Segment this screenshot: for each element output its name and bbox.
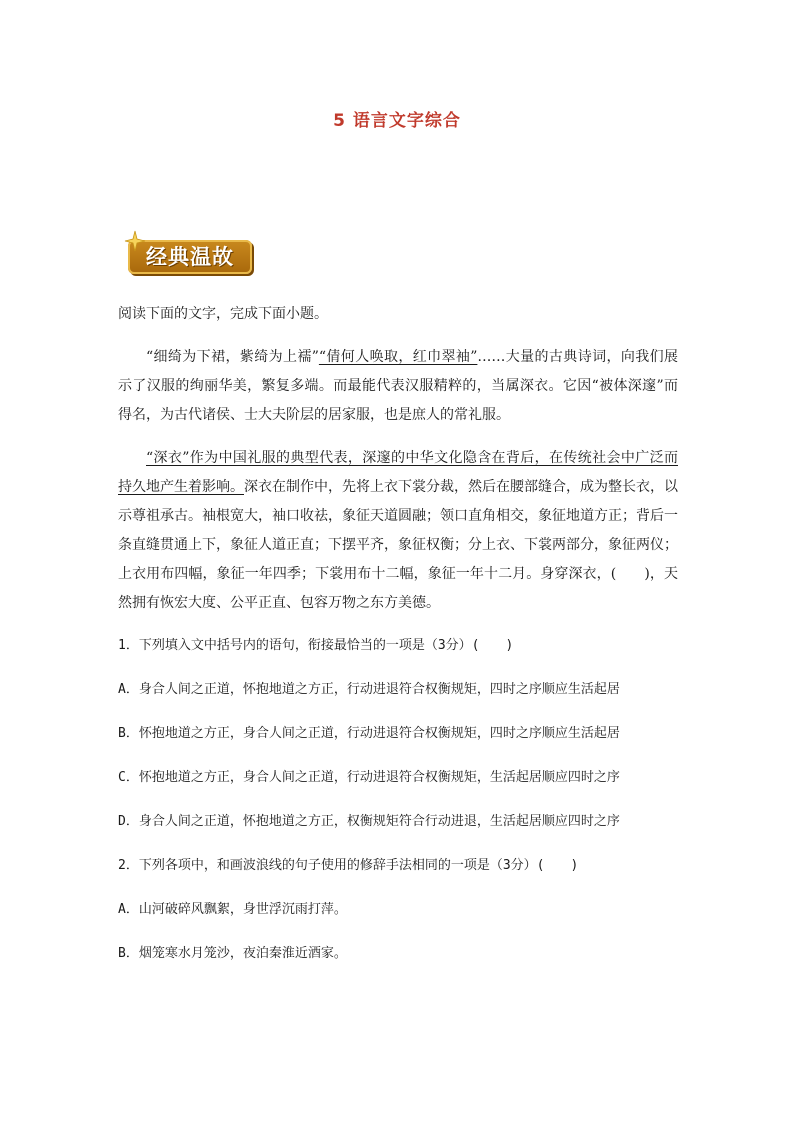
page-title: 5 语言文字综合 xyxy=(333,111,461,131)
section-badge xyxy=(124,232,252,274)
instruction: 阅读下面的文字，完成下面小题。 xyxy=(118,306,328,322)
questions xyxy=(118,634,678,966)
passage-paragraph-2 xyxy=(118,444,678,618)
underlined-sentence: “深衣”作为中国礼服的典型代表，深邃的中华文化隐含在背后，在传统社会中广泛而持久地产生着影响。 xyxy=(118,450,678,495)
document-body xyxy=(118,300,678,966)
question-1-stem: 1．下列填入文中括号内的语句，衔接最恰当的一项是（3分）( ) xyxy=(118,638,514,653)
poem-quote-2-underlined: “倩何人唤取，红巾翠袖” xyxy=(318,349,478,365)
question-1-option-c: C．怀抱地道之方正，身合人间之正道，行动进退符合权衡规矩，生活起居顺应四时之序 xyxy=(118,770,620,785)
poem-quote-1: “细绮为下裙，紫绮为上襦” xyxy=(146,349,319,365)
question-1-option-a: A．身合人间之正道，怀抱地道之方正，行动进退符合权衡规矩，四时之序顺应生活起居 xyxy=(118,682,620,697)
paragraph-2-text: 深衣在制作中，先将上衣下裳分裁，然后在腰部缝合，成为整长衣，以示尊祖承古。袖根宽大，袖口收祛，象征天道圆融；领口直角相交，象征地道方正；背后一条直缝贯通上下，象征人道正直；下摆平齐，象征权衡；分上衣、下裳两部分，象征两仪；上衣用布四幅，象征一年四季；下裳用布十二幅，象征一年十二月。身穿深衣，( )，天然拥有恢宏大度、公平正直、包容万物之东方美德。 xyxy=(118,479,678,611)
question-2-option-b: B．烟笼寒水月笼沙，夜泊秦淮近酒家。 xyxy=(118,946,347,961)
question-2-option-a: A．山河破碎风飘絮，身世浮沉雨打萍。 xyxy=(118,902,347,917)
badge-label: 经典温故 xyxy=(146,245,234,269)
star-sparkle-icon xyxy=(124,230,146,252)
passage-paragraph-1 xyxy=(118,343,678,430)
question-1-option-d: D．身合人间之正道，怀抱地道之方正，权衡规矩符合行动进退，生活起居顺应四时之序 xyxy=(118,814,620,829)
paragraph-1-text: ……大量的古典诗词，向我们展示了汉服的绚丽华美，繁复多端。而最能代表汉服精粹的，当属深衣。它因“被体深邃”而得名，为古代诸侯、士大夫阶层的居家服，也是庶人的常礼服。 xyxy=(118,349,678,423)
question-2-stem: 2．下列各项中，和画波浪线的句子使用的修辞手法相同的一项是（3分）( ) xyxy=(118,858,579,873)
question-1-option-b: B．怀抱地道之方正，身合人间之正道，行动进退符合权衡规矩，四时之序顺应生活起居 xyxy=(118,726,620,741)
